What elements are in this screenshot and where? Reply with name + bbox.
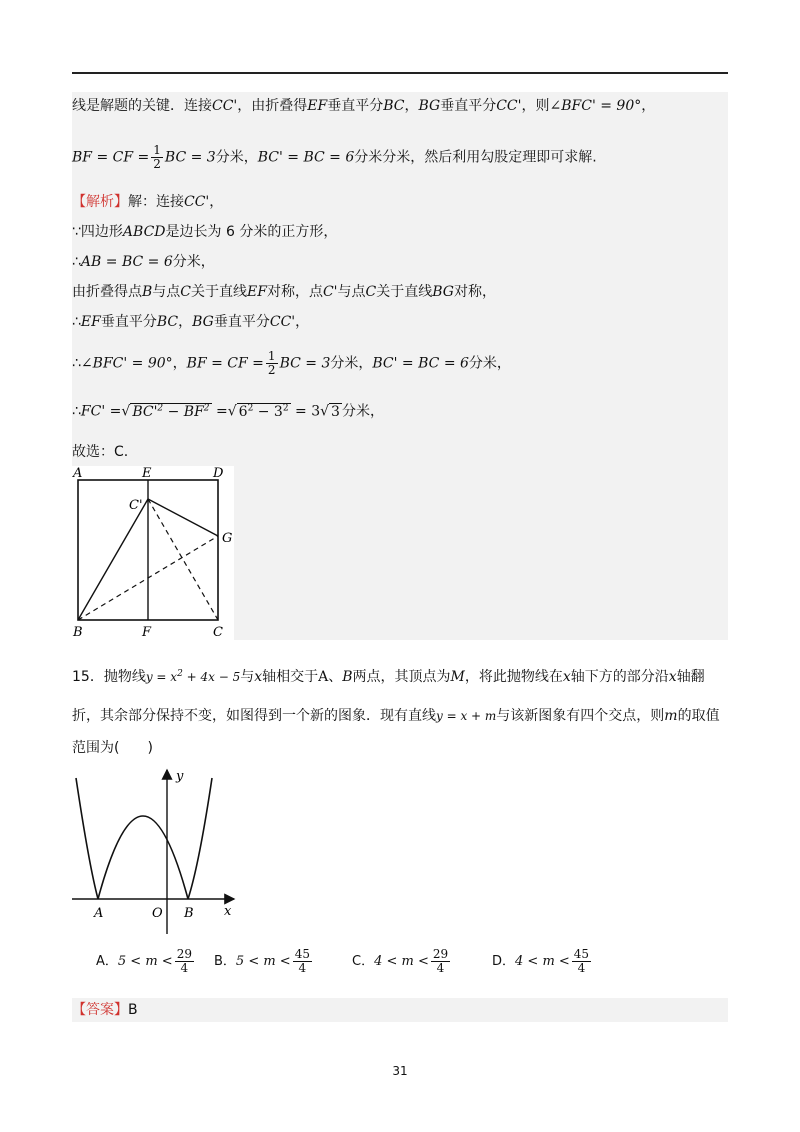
parabola-right-arm [188, 778, 212, 899]
solution-line-4: 由折叠得点B与点C关于直线EF对称，点C'与点C关于直线BG对称， [72, 284, 496, 300]
label-x: x [224, 904, 232, 919]
answer-shaded-block [72, 998, 728, 1022]
answer-label: 【答案】 [72, 1002, 128, 1018]
figure-background [72, 466, 234, 640]
label-y: y [176, 769, 184, 784]
solution-line-2: ∵四边形ABCD是边长为 6 分米的正方形， [72, 224, 338, 240]
label-e: E [142, 466, 152, 481]
analysis-line-1: 线是解题的关键．连接CC'，由折叠得EF垂直平分BC，BG垂直平分CC'，则∠BFC' = 90°， [72, 98, 656, 114]
parabola-folded-arc [98, 816, 188, 899]
label-origin: O [152, 906, 163, 921]
label-f: F [142, 625, 152, 640]
label-b-point: B [184, 906, 194, 921]
question15-line-2: 折，其余部分保持不变，如图得到一个新的图象．现有直线y = x + m与该新图象有四个交点，则m的取值 [72, 708, 720, 724]
label-c-prime: C' [129, 498, 143, 513]
square-fold-figure [72, 466, 234, 640]
parabola-left-arm [76, 778, 98, 899]
sqrt-expr-2: $6^2 - 3^2$ [238, 403, 289, 420]
solution-line-7: ∴FC' =√ $BC'^2 - BF^2$ =√ $6^2 - 3^2 = 3√$ 3 分米， [72, 403, 384, 420]
option-c[interactable]: C．4 < m < $\frac{29}{4}$ [352, 947, 449, 975]
fraction-half: $\frac{1}{2}$ [267, 349, 276, 377]
label-a-point: A [94, 906, 104, 921]
solution-line-5: ∴EF垂直平分BC，BG垂直平分CC'， [72, 314, 310, 330]
question15-line-1: 15．抛物线$y = x^2 + 4x - 5$与x轴相交于A、B两点，其顶点为M，将此抛物线在x轴下方的部分沿x轴翻 [72, 669, 705, 685]
sqrt-expr-3: 3 [331, 403, 340, 420]
page-number: 31 [392, 1064, 408, 1078]
label-b: B [73, 625, 83, 640]
answer-value: B [128, 1002, 138, 1018]
label-a: A [73, 466, 83, 481]
sqrt-expr-1: $BC'^2 - BF^2$ [132, 403, 210, 420]
folded-parabola-figure [72, 764, 242, 944]
option-b[interactable]: B．5 < m < $\frac{45}{4}$ [214, 947, 310, 975]
fraction-half: $\frac{1}{2}$ [153, 143, 161, 171]
choice-line: 故选：C. [72, 444, 129, 460]
parabola-equation: $y = x^2 + 4x - 5$ [145, 669, 241, 684]
option-d[interactable]: D．4 < m < $\frac{45}{4}$ [492, 947, 590, 975]
solution-line-1: 【解析】解：连接CC'， [72, 194, 224, 210]
question15-line-3: 范围为( ) [72, 740, 153, 756]
solution-line-6: ∴∠BFC' = 90°，BF = CF = $\frac{1}{2}$ BC = 3分米，BC' = BC = 6分米， [72, 349, 511, 377]
label-c: C [213, 625, 223, 640]
option-a[interactable]: A．5 < m < $\frac{29}{4}$ [96, 947, 192, 975]
label-g: G [222, 531, 233, 546]
jiexi-label: 【解析】 [72, 194, 128, 210]
label-d: D [213, 466, 224, 481]
analysis-line-2: BF = CF = $\frac{1}{2}$ BC = 3分米，BC' = BC = 6分米分米，然后利用勾股定理即可求解. [72, 143, 597, 171]
header-rule [72, 72, 728, 74]
solution-line-3: ∴AB = BC = 6分米， [72, 254, 215, 270]
answer-line [72, 1000, 138, 1020]
